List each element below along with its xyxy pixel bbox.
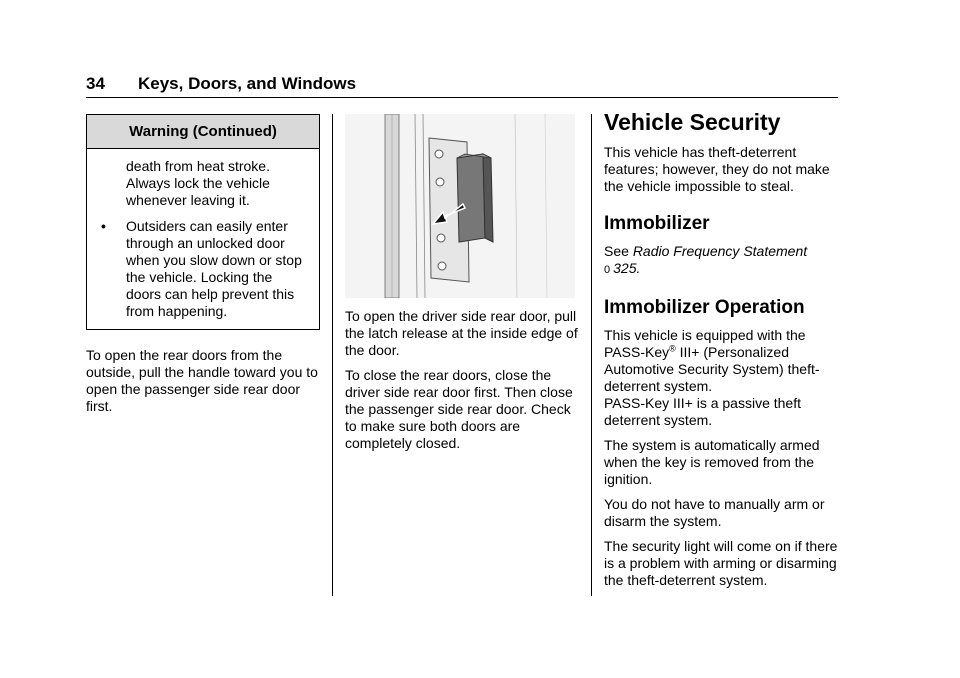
warning-continuation: death from heat stroke. Always lock the vehicle whenever leaving it. — [126, 158, 270, 208]
body-paragraph: You do not have to manually arm or disarm the system. — [604, 496, 825, 529]
column-divider — [591, 114, 592, 596]
page-number: 34 — [86, 74, 105, 93]
column-left — [86, 114, 320, 423]
warning-box — [86, 114, 320, 330]
door-latch-drawing — [345, 114, 575, 298]
column-middle — [345, 114, 579, 460]
see-prefix: See — [604, 243, 633, 259]
bullet: • — [101, 218, 106, 234]
page-ref-icon: 0 — [604, 264, 611, 276]
text-run: PASS-Key III+ is a passive theft deterrent system. — [604, 395, 801, 428]
text-run: This vehicle is equipped with the PASS-Key — [604, 327, 806, 360]
registered-mark: ® — [669, 343, 676, 354]
heading-immobilizer: Immobilizer — [604, 213, 710, 234]
door-latch-illustration — [345, 114, 575, 298]
heading-immobilizer-operation: Immobilizer Operation — [604, 297, 805, 318]
page-header — [86, 72, 838, 98]
warning-list-item — [97, 218, 309, 320]
body-paragraph — [604, 327, 840, 429]
warning-item-text: Outsiders can easily enter through an unlocked door when you slow down or stop the vehicle. Locking the doors can help prevent this from happening. — [126, 218, 302, 319]
cross-reference — [604, 243, 840, 279]
section-title: Keys, Doors, and Windows — [138, 74, 357, 93]
body-paragraph: The system is automatically armed when the key is removed from the ignition. — [604, 437, 820, 487]
body-paragraph: This vehicle has theft-deterrent features; however, they do not make the vehicle impossible to steal. — [604, 144, 830, 194]
body-paragraph: To close the rear doors, close the driver side rear door first. Then close the passenger side rear door. Check to make sure both doors are completely closed. — [345, 367, 573, 451]
column-divider — [332, 114, 333, 596]
reference-link[interactable]: Radio Frequency Statement — [632, 243, 808, 259]
page-reference[interactable]: 325. — [613, 260, 641, 276]
body-paragraph: The security light will come on if there is a problem with arming or disarming the theft-deterrent system. — [604, 538, 838, 588]
body-paragraph: To open the rear doors from the outside, pull the handle toward you to open the passenger side rear door first. — [86, 347, 318, 414]
text-run: III+ (Personalized Automotive Security System) theft-deterrent system. — [604, 344, 820, 394]
column-right — [604, 108, 840, 597]
warning-body — [87, 149, 319, 329]
body-paragraph: To open the driver side rear door, pull the latch release at the inside edge of the door. — [345, 308, 578, 358]
heading-vehicle-security: Vehicle Security — [604, 109, 781, 135]
warning-title: Warning (Continued) — [87, 115, 319, 149]
